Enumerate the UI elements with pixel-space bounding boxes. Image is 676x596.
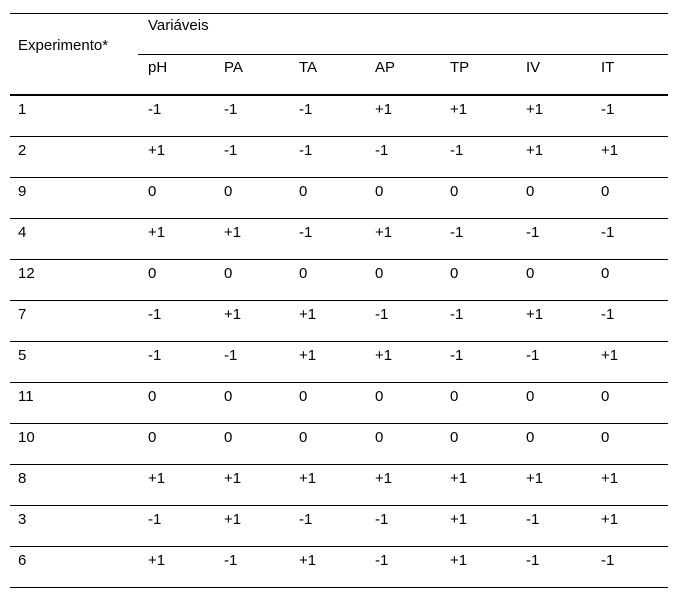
cell-tp: 0 <box>450 429 459 446</box>
cell-pa: +1 <box>224 306 242 323</box>
cell-ta: 0 <box>299 429 308 446</box>
cell-pa: +1 <box>224 224 242 241</box>
cell-iv: 0 <box>526 429 535 446</box>
cell-ph: 0 <box>148 429 157 446</box>
cell-pa: 0 <box>224 429 233 446</box>
cell-ap: -1 <box>375 552 389 569</box>
cell-ta: 0 <box>299 265 308 282</box>
cell-ph: 0 <box>148 183 157 200</box>
cell-tp: 0 <box>450 183 459 200</box>
cell-ph: +1 <box>148 470 166 487</box>
cell-pa: -1 <box>224 552 238 569</box>
header-bottom-rule <box>10 94 668 96</box>
row-separator <box>10 136 668 137</box>
cell-ap: +1 <box>375 224 393 241</box>
cell-tp: 0 <box>450 388 459 405</box>
cell-ta: 0 <box>299 183 308 200</box>
row-experiment-number: 12 <box>18 265 35 282</box>
cell-it: 0 <box>601 265 610 282</box>
row-experiment-number: 5 <box>18 347 27 364</box>
row-experiment-number: 9 <box>18 183 27 200</box>
cell-tp: 0 <box>450 265 459 282</box>
cell-it: +1 <box>601 511 619 528</box>
cell-iv: +1 <box>526 470 544 487</box>
row-experiment-number: 1 <box>18 101 27 118</box>
cell-ta: +1 <box>299 552 317 569</box>
cell-it: 0 <box>601 183 610 200</box>
header-col-pa: PA <box>224 59 243 76</box>
cell-ta: -1 <box>299 511 313 528</box>
cell-pa: -1 <box>224 347 238 364</box>
cell-pa: 0 <box>224 388 233 405</box>
row-experiment-number: 6 <box>18 552 27 569</box>
row-separator <box>10 177 668 178</box>
cell-tp: +1 <box>450 552 468 569</box>
cell-iv: -1 <box>526 511 540 528</box>
cell-ap: +1 <box>375 347 393 364</box>
row-separator <box>10 259 668 260</box>
cell-pa: +1 <box>224 470 242 487</box>
cell-it: +1 <box>601 142 619 159</box>
cell-tp: -1 <box>450 142 464 159</box>
variaveis-underline <box>138 54 668 55</box>
cell-it: 0 <box>601 388 610 405</box>
cell-it: -1 <box>601 224 615 241</box>
row-separator <box>10 218 668 219</box>
cell-ph: +1 <box>148 224 166 241</box>
row-separator <box>10 423 668 424</box>
cell-iv: -1 <box>526 552 540 569</box>
table-top-rule <box>10 13 668 14</box>
row-separator <box>10 546 668 547</box>
cell-ph: -1 <box>148 511 162 528</box>
cell-ph: 0 <box>148 265 157 282</box>
row-experiment-number: 4 <box>18 224 27 241</box>
cell-ta: +1 <box>299 470 317 487</box>
cell-ph: -1 <box>148 101 162 118</box>
cell-pa: 0 <box>224 265 233 282</box>
row-separator <box>10 300 668 301</box>
cell-pa: -1 <box>224 101 238 118</box>
cell-ap: +1 <box>375 470 393 487</box>
cell-ta: -1 <box>299 101 313 118</box>
cell-tp: -1 <box>450 306 464 323</box>
row-experiment-number: 7 <box>18 306 27 323</box>
cell-it: +1 <box>601 470 619 487</box>
cell-iv: +1 <box>526 101 544 118</box>
cell-ap: 0 <box>375 429 384 446</box>
cell-pa: -1 <box>224 142 238 159</box>
cell-ap: 0 <box>375 183 384 200</box>
header-col-iv: IV <box>526 59 541 76</box>
cell-ph: -1 <box>148 306 162 323</box>
row-experiment-number: 10 <box>18 429 35 446</box>
cell-it: -1 <box>601 306 615 323</box>
row-experiment-number: 11 <box>18 388 34 405</box>
cell-iv: +1 <box>526 306 544 323</box>
cell-ap: +1 <box>375 101 393 118</box>
header-col-ph: pH <box>148 59 168 76</box>
cell-ap: -1 <box>375 142 389 159</box>
row-experiment-number: 2 <box>18 142 27 159</box>
cell-pa: +1 <box>224 511 242 528</box>
header-variaveis: Variáveis <box>148 17 209 34</box>
cell-ph: +1 <box>148 142 166 159</box>
cell-ph: -1 <box>148 347 162 364</box>
cell-ph: 0 <box>148 388 157 405</box>
cell-it: 0 <box>601 429 610 446</box>
row-separator <box>10 341 668 342</box>
cell-ta: +1 <box>299 306 317 323</box>
cell-tp: +1 <box>450 101 468 118</box>
cell-ta: -1 <box>299 142 313 159</box>
cell-iv: -1 <box>526 347 540 364</box>
cell-tp: -1 <box>450 224 464 241</box>
header-col-ta: TA <box>299 59 318 76</box>
cell-ap: -1 <box>375 306 389 323</box>
cell-iv: 0 <box>526 265 535 282</box>
row-separator <box>10 382 668 383</box>
row-separator <box>10 587 668 588</box>
cell-ta: -1 <box>299 224 313 241</box>
row-experiment-number: 8 <box>18 470 27 487</box>
cell-tp: -1 <box>450 347 464 364</box>
header-col-ap: AP <box>375 59 396 76</box>
row-separator <box>10 464 668 465</box>
cell-ap: -1 <box>375 511 389 528</box>
cell-iv: 0 <box>526 183 535 200</box>
cell-ap: 0 <box>375 265 384 282</box>
cell-ap: 0 <box>375 388 384 405</box>
cell-tp: +1 <box>450 511 468 528</box>
cell-ta: +1 <box>299 347 317 364</box>
cell-it: -1 <box>601 101 615 118</box>
row-experiment-number: 3 <box>18 511 27 528</box>
cell-it: -1 <box>601 552 615 569</box>
cell-iv: -1 <box>526 224 540 241</box>
header-experimento: Experimento* <box>18 37 109 54</box>
header-col-it: IT <box>601 59 615 76</box>
row-separator <box>10 505 668 506</box>
cell-iv: +1 <box>526 142 544 159</box>
cell-it: +1 <box>601 347 619 364</box>
cell-ta: 0 <box>299 388 308 405</box>
cell-tp: +1 <box>450 470 468 487</box>
cell-pa: 0 <box>224 183 233 200</box>
cell-ph: +1 <box>148 552 166 569</box>
cell-iv: 0 <box>526 388 535 405</box>
header-col-tp: TP <box>450 59 470 76</box>
